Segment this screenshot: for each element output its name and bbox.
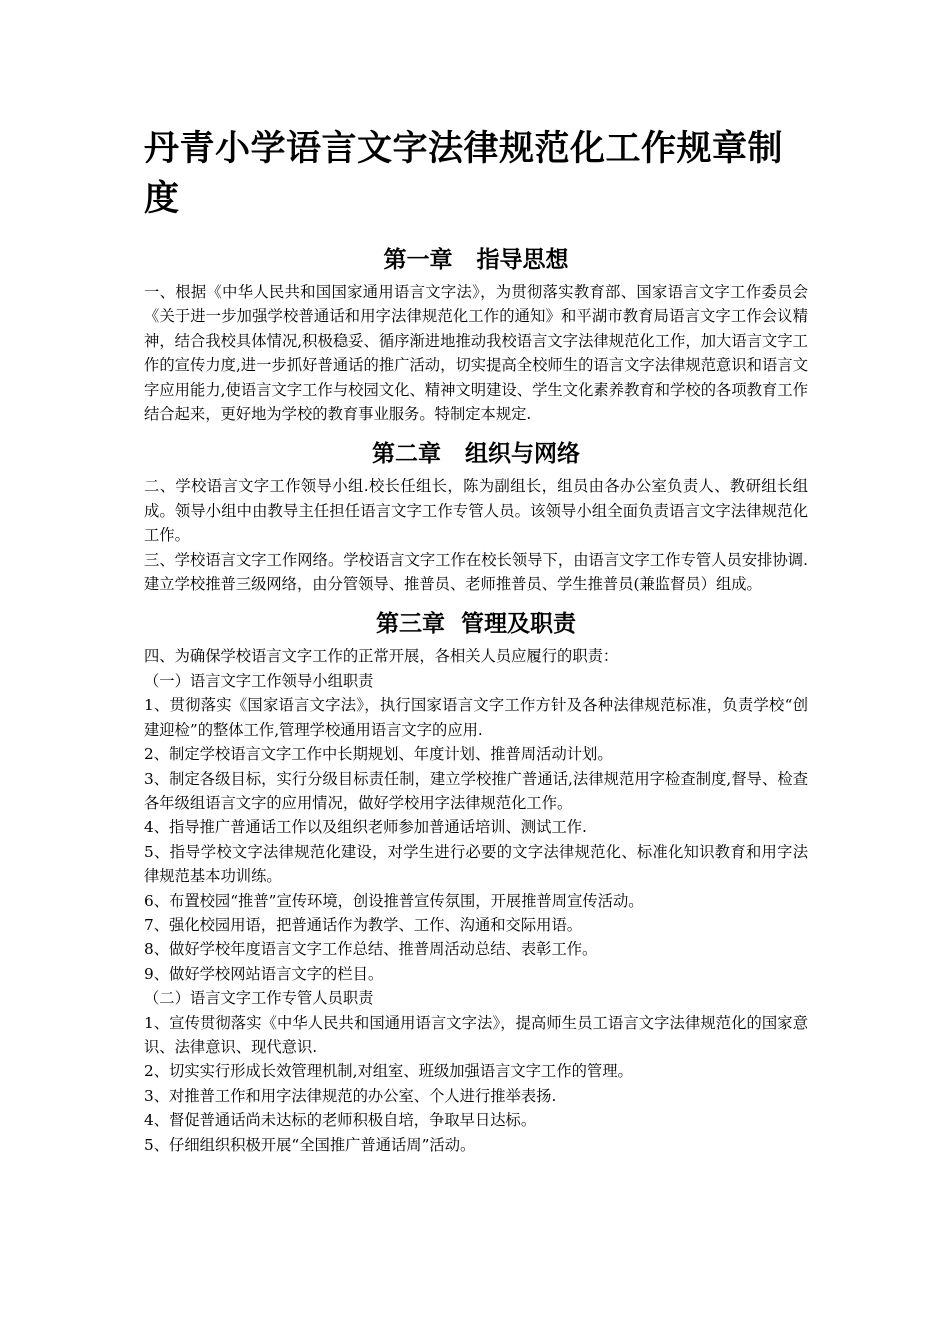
- chapter-heading: 第二章 组织与网络: [371, 441, 581, 468]
- paragraph: （二）语言文字工作专管人员职责: [144, 989, 374, 1008]
- paragraph: 8、做好学校年度语言文字工作总结、推普周活动总结、表彰工作。: [144, 940, 598, 959]
- paragraph: 4、督促普通话尚未达标的老师积极自培，争取早日达标。: [144, 1111, 537, 1130]
- chapter-heading: 第一章 指导思想: [383, 247, 569, 273]
- paragraph: 三、学校语言文字工作网络。学校语言文字工作在校长领导下，由语言文字工作专管人员安排协调.建立学校推普三级网络，由分管领导、推普员、老师推普员、学生推普员(兼监督员）组成。: [144, 550, 808, 594]
- paragraph: 1、宣传贯彻落实《中华人民共和国通用语言文字法》，提高师生员工语言文字法律规范化的国家意识、法律意识、现代意识.: [144, 1013, 808, 1056]
- document-title: 丹青小学语言文字法律规范化工作规章制度: [144, 129, 784, 219]
- paragraph: 二、学校语言文字工作领导小组.校长任组长，陈为副组长，组员由各办公室负责人、教研组长组成。领导小组中由教导主任担任语言文字工作专管人员。该领导小组全面负责语言文字法律规范化工作。: [144, 477, 808, 545]
- paragraph: 4、指导推广普通话工作以及组织老师参加普通话培训、测试工作.: [144, 818, 587, 837]
- chapter-heading: 第三章 管理及职责: [375, 611, 576, 638]
- paragraph: 7、强化校园用语，把普通话作为教学、工作、沟通和交际用语。: [144, 915, 583, 934]
- paragraph: 3、制定各级目标，实行分级目标责任制，建立学校推广普通话,法律规范用字检查制度,督导、检查各年级组语言文字的应用情况，做好学校用字法律规范化工作。: [144, 769, 808, 812]
- paragraph: 2、切实实行形成长效管理机制,对组室、班级加强语言文字工作的管理。: [144, 1062, 633, 1081]
- paragraph: 5、指导学校文字法律规范化建设，对学生进行必要的文字法律规范化、标准化知识教育和用字法律规范基本功训练。: [144, 842, 808, 886]
- paragraph: （一）语言文字工作领导小组职责: [144, 671, 374, 690]
- paragraph: 6、布置校园“推普”宣传环境，创设推普宣传氛围，开展推普周宣传活动。: [144, 891, 644, 910]
- chapter-3: [144, 608, 808, 1157]
- document-page: [144, 124, 808, 1169]
- paragraph: 2、制定学校语言文字工作中长期规划、年度计划、推普周活动计划。: [144, 745, 613, 764]
- chapter-2: [144, 438, 808, 596]
- paragraph: 四、为确保学校语言文字工作的正常开展，各相关人员应履行的职责：: [144, 647, 619, 666]
- paragraph: 1、贯彻落实《国家语言文字法》，执行国家语言文字工作方针及各种法律规范标准，负责学校“创建迎检”的整体工作,管理学校通用语言文字的应用.: [144, 696, 808, 739]
- paragraph: 3、对推普工作和用字法律规范的办公室、个人进行推举表扬.: [144, 1086, 557, 1105]
- chapter-1: [144, 244, 808, 426]
- paragraph: 9、做好学校网站语言文字的栏目。: [144, 964, 384, 983]
- paragraph: 一、根据《中华人民共和国国家通用语言文字法》，为贯彻落实教育部、国家语言文字工作委员会《关于进一步加强学校普通话和用字法律规范化工作的通知》和平湖市教育局语言文字工作会议精神，结合我校具体情况,积极稳妥、循序渐进地推动我校语言文字法律规范化工作，加大语言文字工作的宣传力度,进一步抓好普通话的推广活动，切实提高全校师生的语言文字法律规范意识和语言文字应用能力,使语言文字工作与校园文化、精神文明建设、学生文化素养教育和学校的各项教育工作结合起来，更好地为学校的教育事业服务。特制定本规定.: [144, 283, 808, 424]
- paragraph: 5、仔细组织积极开展“全国推广普通话周”活动。: [144, 1135, 476, 1154]
